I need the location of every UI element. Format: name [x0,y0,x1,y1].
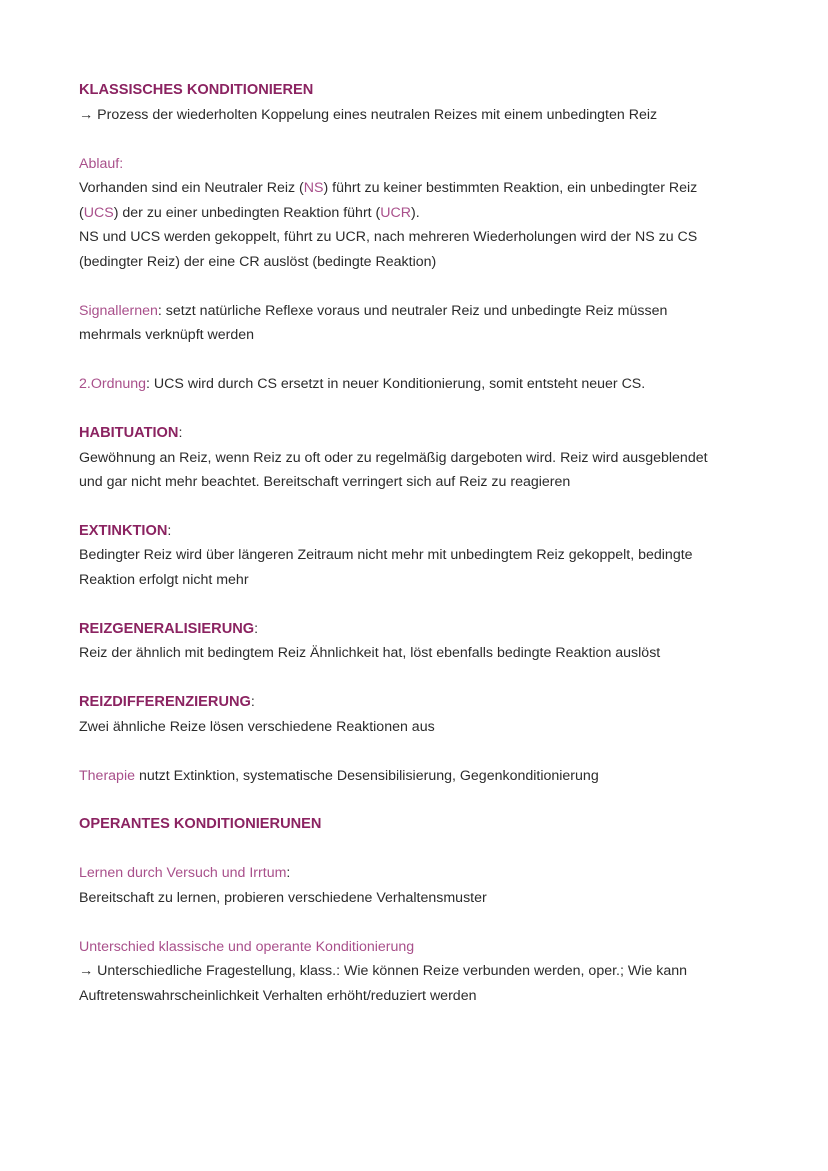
heading-differenzierung-line: REIZDIFFERENZIERUNG: [79,694,255,710]
ucs-term: UCS [83,205,114,221]
heading-generalisierung-line: REIZGENERALISIERUNG: [79,621,259,637]
ordnung-term: 2.Ordnung [79,376,147,392]
differenzierung-line-1: Zwei ähnliche Reize lösen verschiedene Reaktionen aus [79,719,435,735]
ablauf-line-1: Vorhanden sind ein Neutraler Reiz (NS) führt zu keiner bestimmten Reaktion, ein unbedingter Reiz [79,180,698,196]
habituation-line-2: und gar nicht mehr beachtet. Bereitschaft verringert sich auf Reiz zu reagieren [79,474,571,490]
unterschied-line-2: Auftretenswahrscheinlichkeit Verhalten erhöht/reduziert werden [79,988,477,1004]
therapie-term: Therapie [79,768,135,784]
klassisch-definition: → Prozess der wiederholten Koppelung eines neutralen Reizes mit einem unbedingten Reiz [79,107,658,123]
heading-klassisches-konditionieren: KLASSISCHES KONDITIONIEREN [79,82,314,98]
unterschied-line-1: → Unterschiedliche Fragestellung, klass.: Wie können Reize verbunden werden, oper.; Wie kann [79,963,688,979]
lernen-label-line: Lernen durch Versuch und Irrtum: [79,865,291,881]
extinktion-line-2: Reaktion erfolgt nicht mehr [79,572,249,588]
ablauf-line-3: NS und UCS werden gekoppelt, führt zu UCR, nach mehreren Wiederholungen wird der NS zu CS [79,229,698,245]
generalisierung-line-1: Reiz der ähnlich mit bedingtem Reiz Ähnlichkeit hat, löst ebenfalls bedingte Reaktion auslöst [79,645,661,661]
heading-habituation: HABITUATION [79,425,179,441]
unterschied-label: Unterschied klassische und operante Konditionierung [79,939,415,955]
lernen-text: Bereitschaft zu lernen, probieren verschiedene Verhaltensmuster [79,890,487,906]
heading-reizdifferenzierung: REIZDIFFERENZIERUNG [79,694,251,710]
heading-operantes-konditionieren: OPERANTES KONDITIONIERUNEN [79,816,322,832]
signallernen-line-1: Signallernen: setzt natürliche Reflexe voraus und neutraler Reiz und unbedingte Reiz müssen [79,303,668,319]
signallernen-line-2: mehrmals verknüpft werden [79,327,255,343]
signallernen-term: Signallernen [79,303,158,319]
extinktion-line-1: Bedingter Reiz wird über längeren Zeitraum nicht mehr mit unbedingtem Reiz gekoppelt, bedingte [79,547,693,563]
ns-term: NS [303,180,324,196]
ucr-term: UCR [380,205,412,221]
ordnung-line: 2.Ordnung: UCS wird durch CS ersetzt in neuer Konditionierung, somit entsteht neuer CS. [79,376,646,392]
ablauf-line-4: (bedingter Reiz) der eine CR auslöst (bedingte Reaktion) [79,254,437,270]
ablauf-label: Ablauf: [79,156,124,172]
heading-extinktion: EXTINKTION [79,523,168,539]
heading-extinktion-line: EXTINKTION: [79,523,172,539]
ablauf-line-2: (UCS) der zu einer unbedingten Reaktion führt (UCR). [79,205,420,221]
habituation-line-1: Gewöhnung an Reiz, wenn Reiz zu oft oder zu regelmäßig dargeboten wird. Reiz wird ausgeblendet [79,450,708,466]
heading-habituation-line: HABITUATION: [79,425,183,441]
therapie-line: Therapie nutzt Extinktion, systematische Desensibilisierung, Gegenkonditionierung [79,768,599,784]
heading-reizgeneralisierung: REIZGENERALISIERUNG [79,621,255,637]
lernen-term: Lernen durch Versuch und Irrtum [79,865,287,881]
